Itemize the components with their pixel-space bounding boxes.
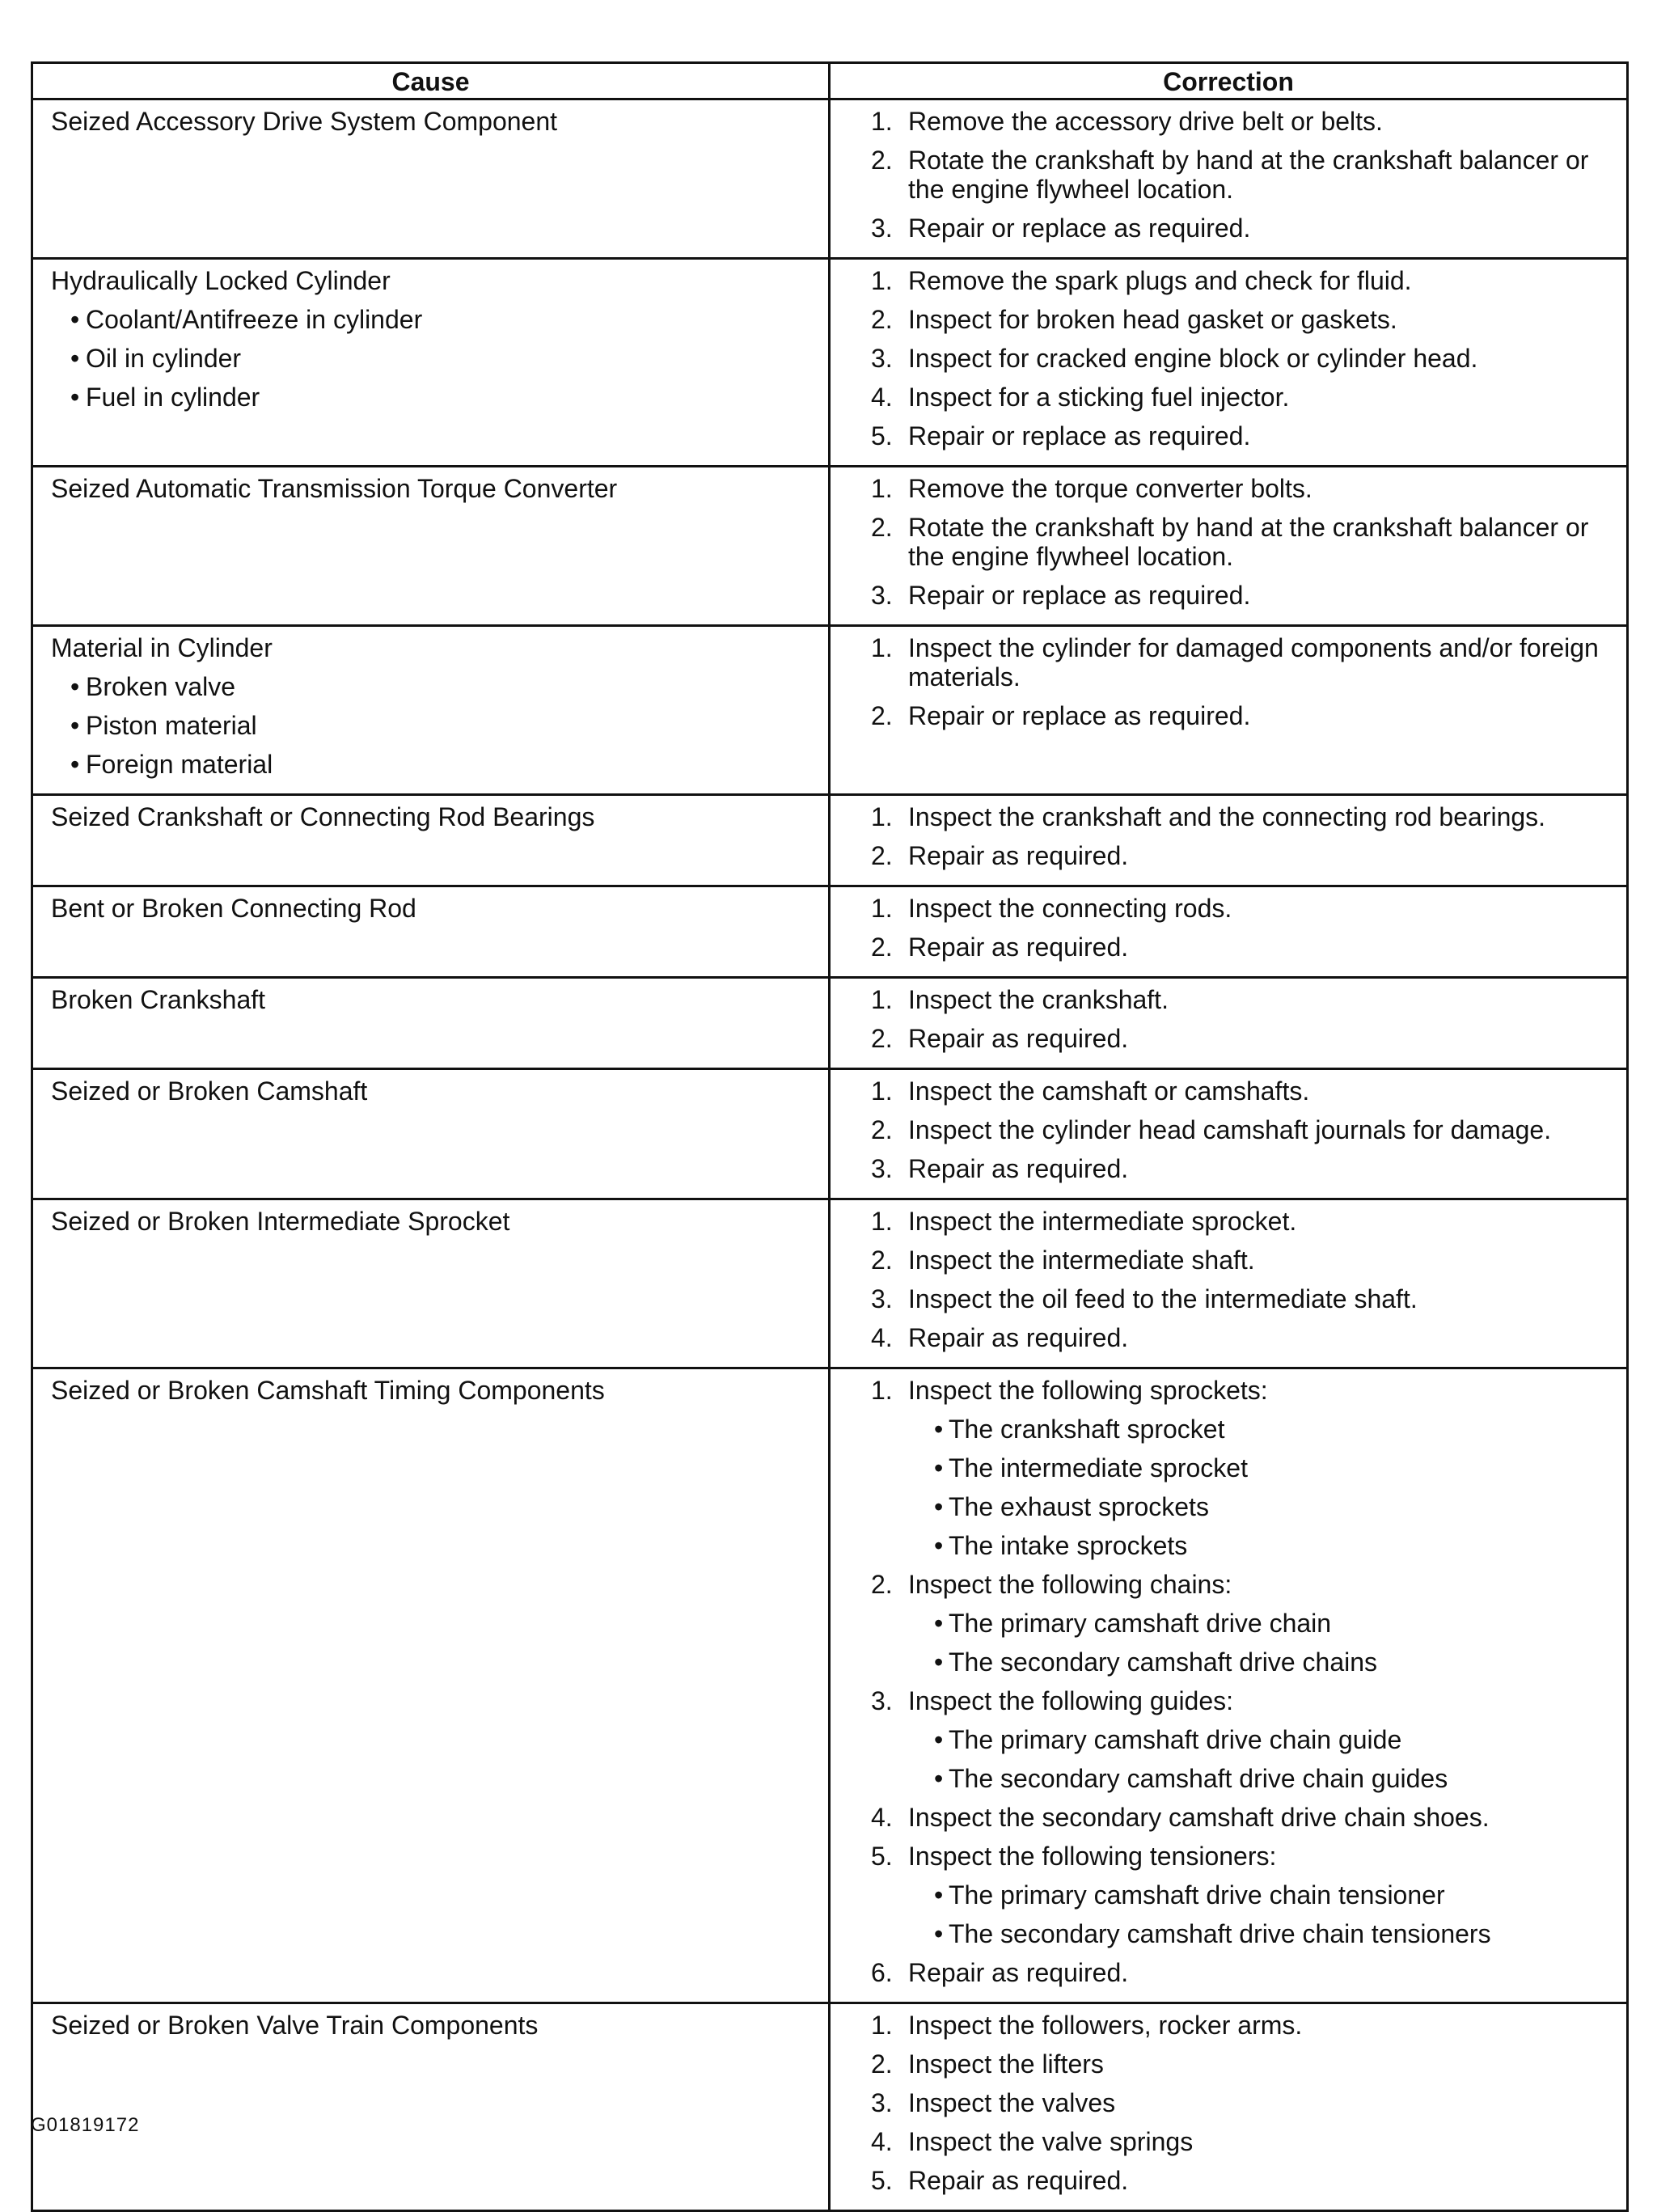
- cause-title: Hydraulically Locked Cylinder: [51, 266, 391, 295]
- correction-step: [831, 1115, 1626, 1144]
- correction-step: [831, 1154, 1626, 1183]
- correction-step: [831, 146, 1626, 204]
- cause-cell: [32, 1199, 830, 1368]
- step-text: Repair as required.: [908, 841, 1129, 870]
- cause-bullet-item: • Oil in cylinder: [33, 344, 828, 373]
- cause-bullet-item: • Fuel in cylinder: [33, 383, 828, 412]
- step-text: Inspect the intermediate shaft.: [908, 1246, 1255, 1275]
- diagnosis-table: [31, 61, 1629, 2212]
- cause-title: Seized Automatic Transmission Torque Converter: [51, 474, 618, 503]
- correction-cell: [830, 2003, 1628, 2211]
- step-number: 3.: [871, 344, 893, 373]
- step-number: 2.: [871, 2049, 893, 2079]
- step-number: 3.: [871, 1154, 893, 1183]
- correction-cell: [830, 886, 1628, 978]
- correction-step: [831, 1376, 1626, 1405]
- correction-step: [831, 841, 1626, 870]
- cause-title: Seized Crankshaft or Connecting Rod Bearings: [51, 802, 595, 831]
- step-number: 2.: [871, 1115, 893, 1144]
- step-number: 2.: [871, 513, 893, 542]
- step-text: Inspect the valve springs: [908, 2127, 1194, 2156]
- correction-step: [831, 985, 1626, 1014]
- step-text: Inspect the following guides:: [908, 1686, 1234, 1715]
- correction-step: [831, 266, 1626, 295]
- cause-cell: [32, 2003, 830, 2211]
- correction-step: [831, 2127, 1626, 2156]
- step-text: Inspect the oil feed to the intermediate shaft.: [908, 1284, 1418, 1313]
- cause-title: Seized or Broken Camshaft: [51, 1076, 368, 1106]
- table-row: [32, 259, 1628, 467]
- step-sub-item: • The secondary camshaft drive chain tensioners: [831, 1919, 1626, 1948]
- correction-step: [831, 1686, 1626, 1715]
- correction-cell: [830, 978, 1628, 1069]
- step-text: Inspect the cylinder for damaged components and/or foreign materials.: [908, 633, 1599, 692]
- correction-step: [831, 633, 1626, 692]
- correction-cell: [830, 467, 1628, 626]
- step-text: Remove the spark plugs and check for fluid.: [908, 266, 1412, 295]
- correction-cell: [830, 99, 1628, 259]
- step-number: 2.: [871, 1246, 893, 1275]
- step-sub-item: • The primary camshaft drive chain tensioner: [831, 1880, 1626, 1910]
- cause-bullet-item: • Foreign material: [33, 750, 828, 779]
- step-number: 1.: [871, 107, 893, 136]
- step-text: Inspect the crankshaft.: [908, 985, 1169, 1014]
- cause-title: Broken Crankshaft: [51, 985, 266, 1014]
- correction-step: [831, 701, 1626, 730]
- step-number: 2.: [871, 841, 893, 870]
- cause-bullet-item: • Coolant/Antifreeze in cylinder: [33, 305, 828, 334]
- step-text: Inspect for cracked engine block or cylinder head.: [908, 344, 1478, 373]
- cause-cell: [32, 795, 830, 886]
- correction-step: [831, 421, 1626, 450]
- step-text: Inspect the secondary camshaft drive chain shoes.: [908, 1803, 1490, 1832]
- correction-cell: [830, 1069, 1628, 1199]
- correction-step: [831, 1323, 1626, 1352]
- table-row: [32, 99, 1628, 259]
- step-text: Inspect the following sprockets:: [908, 1376, 1268, 1405]
- correction-step: [831, 513, 1626, 571]
- step-text: Repair as required.: [908, 1154, 1129, 1183]
- correction-step: [831, 1076, 1626, 1106]
- step-text: Inspect the following chains:: [908, 1570, 1232, 1599]
- table-row: [32, 795, 1628, 886]
- correction-step: [831, 933, 1626, 962]
- step-text: Inspect the connecting rods.: [908, 894, 1232, 923]
- cause-cell: [32, 978, 830, 1069]
- correction-step: [831, 1958, 1626, 1987]
- correction-step: [831, 2011, 1626, 2040]
- step-text: Repair or replace as required.: [908, 214, 1251, 243]
- correction-step: [831, 2049, 1626, 2079]
- step-text: Repair as required.: [908, 2166, 1129, 2195]
- step-text: Inspect for broken head gasket or gaskets.: [908, 305, 1397, 334]
- step-number: 2.: [871, 146, 893, 175]
- step-sub-item: • The primary camshaft drive chain: [831, 1609, 1626, 1638]
- cause-bullet-item: • Piston material: [33, 711, 828, 740]
- step-number: 1.: [871, 1076, 893, 1106]
- table-row: [32, 886, 1628, 978]
- correction-step: [831, 894, 1626, 923]
- correction-step: [831, 581, 1626, 610]
- correction-step: [831, 802, 1626, 831]
- step-text: Remove the torque converter bolts.: [908, 474, 1312, 503]
- step-sub-item: • The exhaust sprockets: [831, 1492, 1626, 1521]
- step-number: 4.: [871, 1803, 893, 1832]
- correction-step: [831, 474, 1626, 503]
- cause-cell: [32, 886, 830, 978]
- step-number: 2.: [871, 701, 893, 730]
- step-number: 1.: [871, 2011, 893, 2040]
- correction-cell: [830, 1199, 1628, 1368]
- correction-cell: [830, 626, 1628, 795]
- cause-title: Seized or Broken Intermediate Sprocket: [51, 1207, 510, 1236]
- correction-cell: [830, 795, 1628, 886]
- step-sub-item: • The intake sprockets: [831, 1531, 1626, 1560]
- step-text: Inspect the cylinder head camshaft journals for damage.: [908, 1115, 1552, 1144]
- step-text: Inspect the intermediate sprocket.: [908, 1207, 1297, 1236]
- step-number: 6.: [871, 1958, 893, 1987]
- correction-cell: [830, 259, 1628, 467]
- correction-step: [831, 107, 1626, 136]
- step-text: Repair as required.: [908, 1958, 1129, 1987]
- step-number: 5.: [871, 1842, 893, 1871]
- table-row: [32, 467, 1628, 626]
- correction-cell: [830, 1368, 1628, 2003]
- table-row: [32, 1199, 1628, 1368]
- cause-title: Bent or Broken Connecting Rod: [51, 894, 416, 923]
- cause-title: Seized or Broken Valve Train Components: [51, 2011, 539, 2040]
- step-number: 2.: [871, 933, 893, 962]
- step-text: Inspect the lifters: [908, 2049, 1104, 2079]
- correction-step: [831, 344, 1626, 373]
- table-row: [32, 1069, 1628, 1199]
- step-number: 3.: [871, 1284, 893, 1313]
- step-text: Inspect the valves: [908, 2088, 1116, 2117]
- step-number: 3.: [871, 581, 893, 610]
- step-number: 1.: [871, 894, 893, 923]
- step-text: Repair as required.: [908, 933, 1129, 962]
- correction-step: [831, 1570, 1626, 1599]
- correction-step: [831, 1284, 1626, 1313]
- cause-cell: [32, 626, 830, 795]
- step-sub-item: • The primary camshaft drive chain guide: [831, 1725, 1626, 1754]
- correction-step: [831, 2166, 1626, 2195]
- step-number: 5.: [871, 2166, 893, 2195]
- step-text: Inspect for a sticking fuel injector.: [908, 383, 1290, 412]
- step-number: 1.: [871, 985, 893, 1014]
- step-number: 2.: [871, 1570, 893, 1599]
- step-number: 5.: [871, 421, 893, 450]
- correction-step: [831, 1207, 1626, 1236]
- step-text: Inspect the following tensioners:: [908, 1842, 1277, 1871]
- cause-title: Material in Cylinder: [51, 633, 273, 662]
- cause-bullet-item: • Broken valve: [33, 672, 828, 701]
- step-text: Rotate the crankshaft by hand at the crankshaft balancer or the engine flywheel location.: [908, 513, 1589, 571]
- correction-column-header: Correction: [830, 63, 1628, 99]
- step-text: Repair as required.: [908, 1024, 1129, 1053]
- step-text: Inspect the crankshaft and the connecting rod bearings.: [908, 802, 1546, 831]
- step-number: 1.: [871, 266, 893, 295]
- step-number: 4.: [871, 383, 893, 412]
- correction-step: [831, 1842, 1626, 1871]
- step-number: 3.: [871, 214, 893, 243]
- correction-step: [831, 2088, 1626, 2117]
- step-number: 3.: [871, 2088, 893, 2117]
- step-sub-item: • The secondary camshaft drive chain guides: [831, 1764, 1626, 1793]
- correction-step: [831, 1246, 1626, 1275]
- correction-step: [831, 1803, 1626, 1832]
- cause-cell: [32, 259, 830, 467]
- correction-step: [831, 214, 1626, 243]
- table-row: [32, 1368, 1628, 2003]
- correction-step: [831, 305, 1626, 334]
- table-header-row: [32, 63, 1628, 99]
- cause-cell: [32, 99, 830, 259]
- step-text: Rotate the crankshaft by hand at the crankshaft balancer or the engine flywheel location.: [908, 146, 1589, 204]
- step-sub-item: • The secondary camshaft drive chains: [831, 1647, 1626, 1677]
- step-text: Repair or replace as required.: [908, 701, 1251, 730]
- step-number: 1.: [871, 1207, 893, 1236]
- step-number: 3.: [871, 1686, 893, 1715]
- step-text: Repair as required.: [908, 1323, 1129, 1352]
- step-number: 1.: [871, 474, 893, 503]
- step-number: 2.: [871, 1024, 893, 1053]
- cause-title: Seized or Broken Camshaft Timing Components: [51, 1376, 605, 1405]
- step-number: 1.: [871, 1376, 893, 1405]
- correction-step: [831, 1024, 1626, 1053]
- step-text: Repair or replace as required.: [908, 581, 1251, 610]
- step-text: Inspect the camshaft or camshafts.: [908, 1076, 1310, 1106]
- step-number: 1.: [871, 633, 893, 662]
- step-text: Remove the accessory drive belt or belts.: [908, 107, 1383, 136]
- table-body: [32, 99, 1628, 2211]
- cause-column-header: Cause: [32, 63, 830, 99]
- step-number: 4.: [871, 2127, 893, 2156]
- step-text: Repair or replace as required.: [908, 421, 1251, 450]
- step-number: 1.: [871, 802, 893, 831]
- cause-cell: [32, 1368, 830, 2003]
- cause-title: Seized Accessory Drive System Component: [51, 107, 558, 136]
- cause-cell: [32, 467, 830, 626]
- correction-step: [831, 383, 1626, 412]
- figure-id-label: G01819172: [31, 2114, 140, 2136]
- table-row: [32, 978, 1628, 1069]
- step-sub-item: • The crankshaft sprocket: [831, 1415, 1626, 1444]
- step-number: 4.: [871, 1323, 893, 1352]
- table-row: [32, 626, 1628, 795]
- step-number: 2.: [871, 305, 893, 334]
- cause-cell: [32, 1069, 830, 1199]
- step-text: Inspect the followers, rocker arms.: [908, 2011, 1303, 2040]
- step-sub-item: • The intermediate sprocket: [831, 1453, 1626, 1482]
- table-row: [32, 2003, 1628, 2211]
